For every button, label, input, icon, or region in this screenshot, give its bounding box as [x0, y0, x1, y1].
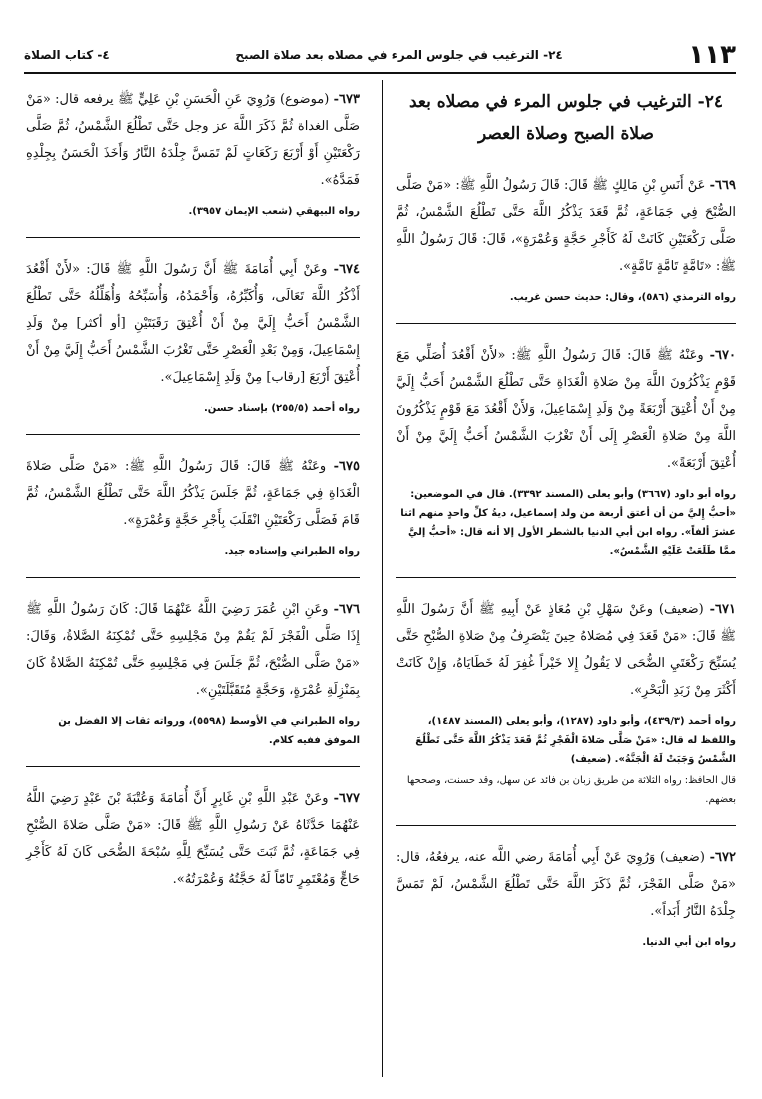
hadith-note: قال الحافظ: رواه الثلاثة من طريق زبان بن فائد عن سهل، وقد حسنت، وصححها بعضهم. — [406, 775, 736, 805]
hadith-number: ٦٧٥- — [333, 459, 360, 474]
hadith-670 — [396, 342, 736, 561]
hadith-source: رواه الطبراني في الأوسط (٥٥٩٨)، ورواته ثقات إلا الفضل بن الموفق ففيه كلام. — [58, 716, 360, 746]
hadith-number: ٦٧٧- — [333, 791, 360, 806]
left-column — [26, 86, 360, 897]
hadith-669 — [396, 172, 736, 307]
separator — [26, 237, 360, 238]
book-title: ٤- كتاب الصلاة — [24, 48, 110, 62]
hadith-number: ٦٧٤- — [333, 262, 361, 277]
hadith-text: وعَنْ أَبِي أُمَامَةَ ﷺ أَنَّ رَسُولَ اللَّهِ ﷺ قَالَ: «لأَنْ أَقْعُدَ أَذْكُرُ اللَّهَ تَعَالَى، وَأُكَبِّرُهُ، وَأَحْمَدُهُ، وَأُسَبِّحُهُ وَأُهَلِّلُهُ حَتَّى تَطْلُعَ الشَّمْسُ أَحَبُّ إِلَيَّ مِنْ أَنْ أُعْتِقَ رَقَبَتَيْنِ [أو أكثر] مِنْ وَلَدِ إِسْمَاعِيلَ، وَمِنْ بَعْدِ الْعَصْرِ حَتَّى تَغْرُبَ الشَّمْسُ أَحَبُّ إِلَيَّ مِنْ أَنْ أُعْتِقَ أَرْبَعَ [رقاب] مِنْ وَلَدِ إِسْمَاعِيلَ». — [26, 262, 360, 385]
hadith-text: عَنْ أَنَسِ بْنِ مَالِكٍ ﷺ قَالَ: قَالَ رَسُولُ اللَّهِ ﷺ: «مَنْ صَلَّى الصُّبْحَ فِي جَمَاعَةٍ، ثُمَّ قَعَدَ يَذْكُرُ اللَّهَ حَتَّى تَطْلُعَ الشَّمْسُ، ثُمَّ صَلَّى رَكْعَتَيْنِ كَانَتْ لَهُ كَأَجْرِ حَجَّةٍ وَعُمْرَةٍ»، قَالَ: قَالَ رَسُولُ اللَّهِ ﷺ: «تَامَّةٍ تَامَّةٍ تَامَّةٍ». — [396, 178, 736, 274]
hadith-source: رواه الترمذي (٥٨٦)، وقال: حديث حسن غريب. — [509, 292, 736, 303]
hadith-source: رواه ابن أبي الدنيا. — [642, 937, 736, 948]
right-column — [396, 86, 736, 956]
hadith-675 — [26, 453, 360, 561]
hadith-source: رواه البيهقي (شعب الإيمان ٣٩٥٧). — [188, 206, 360, 217]
hadith-source: رواه أبو داود (٣٦٦٧) وأبو يعلى (المسند ٣٣٩٢). قال في الموضعين: «أحبُّ إِليَّ من أن أعتق أربعة من ولد إسماعيل، ديةُ كلِّ واحدٍ منهم اثنا عشرَ ألفاً». رواه ابن أبي الدنيا بالشطر الأول إلا أنه قال: «أحبُّ إليَّ ممَّا طَلَعَتْ عَلَيْهِ الشَّمْسُ». — [400, 489, 736, 557]
hadith-text: وعَنِ ابْنِ عُمَرَ رَضِيَ اللَّهُ عَنْهُمَا قَالَ: كَانَ رَسُولُ اللَّهِ ﷺ إِذَا صَلَّى الْفَجْرَ لَمْ يَقُمْ مِنْ مَجْلِسِهِ حَتَّى تُمْكِنَهُ الصَّلاةُ، وَقَالَ: «مَنْ صَلَّى الصُّبْحَ، ثُمَّ جَلَسَ فِي مَجْلِسِهِ حَتَّى تُمْكِنَهُ الصَّلاةُ كَانَ بِمَنْزِلَةِ عُمْرَةٍ، وَحَجَّةٍ مُتَقَبَّلَتَيْنِ». — [26, 602, 360, 698]
hadith-source: رواه أحمد (٢٥٥/٥) بإسناد حسن. — [203, 403, 360, 414]
hadith-677 — [26, 785, 360, 893]
hadith-number: ٦٧٣- — [333, 92, 360, 107]
hadith-number: ٦٦٩- — [709, 178, 736, 193]
separator — [26, 577, 360, 578]
hadith-text: وعَنْ عَبْدِ اللَّهِ بْنِ غَابِرٍ أَنَّ أُمَامَةَ وَعُتْبَةَ بْنَ عَبْدٍ رَضِيَ اللَّهُ عَنْهُمَا حَدَّثَاهُ عَنْ رَسُولِ اللَّهِ ﷺ قَالَ: «مَنْ صَلَّى صَلاةَ الصُّبْحِ فِي جَمَاعَةٍ، ثُمَّ ثَبَتَ حَتَّى يُسَبِّحَ لِلَّهِ سُبْحَةَ الضُّحَى كَانَ لَهُ كَأَجْرِ حَاجٍّ وَمُعْتَمِرٍ تَامّاً لَهُ حَجَّتُهُ وَعُمْرَتُهُ». — [26, 791, 360, 887]
hadith-676 — [26, 596, 360, 750]
hadith-text: وعَنْهُ ﷺ قَالَ: قَالَ رَسُولُ اللَّهِ ﷺ: «لأَنْ أَقْعُدَ أُصَلِّي مَعَ قَوْمٍ يَذْكُرُونَ اللَّهَ مِنْ صَلاةِ الْغَدَاةِ حَتَّى تَطْلُعَ الشَّمْسُ أَحَبُّ إِلَيَّ مِنْ أَنْ أُعْتِقَ أَرْبَعَةً مِنْ وَلَدِ إِسْمَاعِيلَ، وَلأَنْ أَقْعُدَ مَعَ قَوْمٍ يَذْكُرُونَ اللَّهَ مِنْ صَلاةِ الْعَصْرِ إِلَى أَنْ تَغْرُبَ الشَّمْسُ أَحَبُّ إِلَيَّ مِنْ أَنْ أُعْتِقَ أَرْبَعَةً». — [396, 348, 736, 471]
hadith-text: (موضوع) وَرُوِيَ عَنِ الْحَسَنِ بْنِ عَلِيٍّ ﷺ يرفعه قال: «مَنْ صَلَّى الغداة ثُمَّ ذَكَرَ اللَّهَ عز وجل حَتَّى تَطْلُعَ الشَّمْسُ، ثُمَّ صَلَّى رَكْعَتَيْنِ أَوْ أَرْبَعَ رَكَعَاتٍ لَمْ تَمَسَّ جِلْدَهُ النَّارُ وَأَخَذَ الْحَسَنُ بِجِلْدِهِ فَمَدَّهُ». — [26, 92, 360, 188]
hadith-673 — [26, 86, 360, 221]
page-number: ١١٣ — [688, 40, 736, 70]
separator — [26, 434, 360, 435]
hadith-number: ٦٧١- — [709, 602, 736, 617]
separator — [26, 766, 360, 767]
running-title: ٢٤- الترغيب في جلوس المرء في مصلاه بعد صلاة الصبح — [235, 48, 563, 62]
hadith-674 — [26, 256, 360, 418]
separator — [396, 323, 736, 324]
chapter-heading — [396, 86, 736, 150]
hadith-source: رواه الطبراني وإسناده جيد. — [224, 546, 360, 557]
page-header — [24, 38, 736, 74]
separator — [396, 825, 736, 826]
chapter-title-line2: صلاة الصبح وصلاة العصر — [478, 124, 654, 144]
hadith-text: (ضعيف) وَرُوِيَ عَنْ أَبِي أُمَامَةَ رضي اللَّه عنه، يرفعُهُ، قال: «مَنْ صَلَّى الفَجْرَ، ثُمَّ ذَكَرَ اللَّهَ حَتَّى تَطْلُعَ الشَّمْسُ، لَمْ تَمَسَّ جِلْدَهُ النَّارُ أَبَداً». — [396, 850, 736, 919]
hadith-text: وعَنْهُ ﷺ قَالَ: قَالَ رَسُولُ اللَّهِ ﷺ: «مَنْ صَلَّى صَلاةَ الْغَدَاةِ فِي جَمَاعَةٍ، ثُمَّ جَلَسَ يَذْكُرُ اللَّهَ حَتَّى تَطْلُعَ الشَّمْسُ، ثُمَّ قَامَ فَصَلَّى رَكْعَتَيْنِ انْقَلَبَ بِأَجْرِ حَجَّةٍ وَعُمْرَةٍ». — [26, 459, 360, 528]
hadith-671 — [396, 596, 736, 809]
hadith-number: ٦٧٠- — [709, 348, 736, 363]
column-divider — [382, 80, 383, 1077]
hadith-text: (ضعيف) وعَنْ سَهْلِ بْنِ مُعَاذٍ عَنْ أَبِيهِ ﷺ أَنَّ رَسُولَ اللَّهِ ﷺ قَالَ: «مَنْ قَعَدَ فِي مُصَلاهُ حِينَ يَنْصَرِفُ مِنْ صَلاةِ الصُّبْحِ حَتَّى يُسَبِّحَ رَكْعَتَيِ الضُّحَى لا يَقُولُ إِلا خَيْراً غُفِرَ لَهُ خَطَايَاهُ، وَإِنْ كَانَتْ أَكْثَرَ مِنْ زَبَدِ الْبَحْرِ». — [396, 602, 736, 698]
chapter-title-line1: ٢٤- الترغيب في جلوس المرء في مصلاه بعد — [409, 92, 723, 112]
hadith-source: رواه أحمد (٤٣٩/٣)، وأبو داود (١٢٨٧)، وأبو يعلى (المسند ١٤٨٧)، واللفظ له قال: «مَنْ صَلَّى صَلاةَ الْفَجْرِ ثُمَّ قَعَدَ يَذْكُرُ اللَّهَ حَتَّى تَطْلُعَ الشَّمْسُ وَجَبَتْ لَهُ الْجَنَّةُ». (ضعيف) — [415, 716, 736, 765]
hadith-672 — [396, 844, 736, 952]
hadith-number: ٦٧٦- — [333, 602, 360, 617]
separator — [396, 577, 736, 578]
hadith-number: ٦٧٢- — [709, 850, 736, 865]
